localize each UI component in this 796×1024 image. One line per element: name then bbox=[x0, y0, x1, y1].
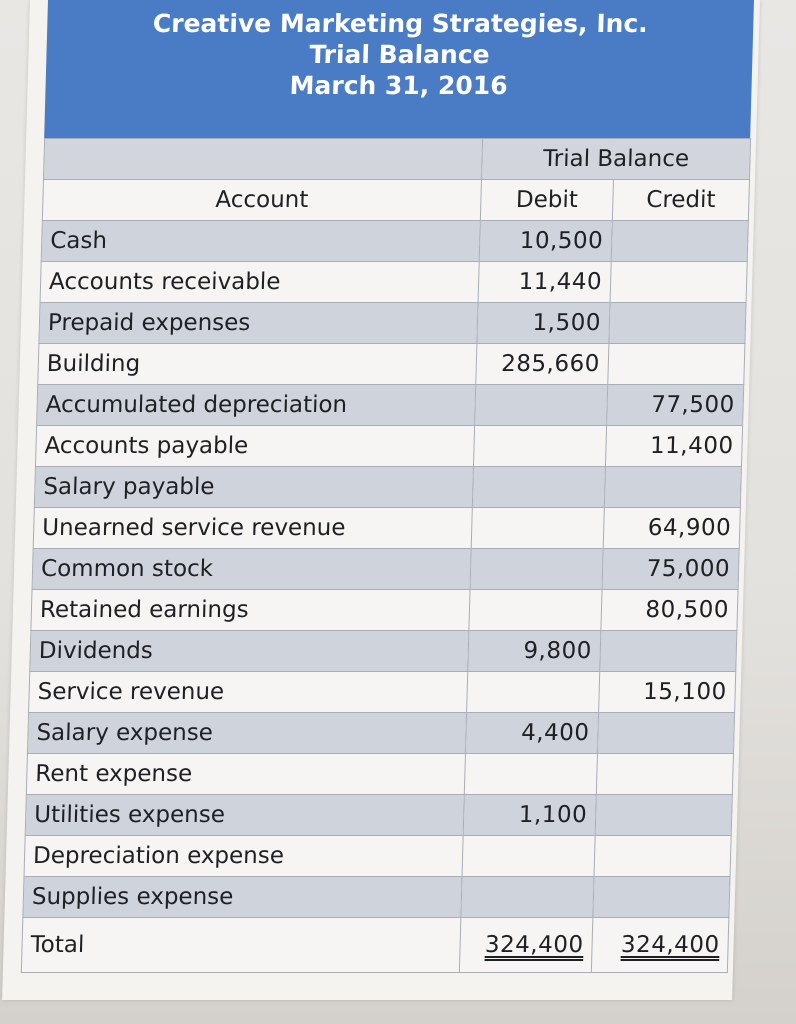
debit-cell: 1,100 bbox=[463, 795, 596, 836]
credit-cell bbox=[609, 303, 746, 344]
table-row bbox=[32, 549, 739, 590]
account-column-header: Account bbox=[42, 180, 481, 221]
table-row bbox=[27, 713, 734, 754]
account-cell: Common stock bbox=[32, 549, 471, 590]
account-cell: Rent expense bbox=[26, 754, 465, 795]
credit-column-header: Credit bbox=[612, 180, 749, 221]
account-cell: Dividends bbox=[30, 631, 469, 672]
credit-cell bbox=[593, 877, 730, 918]
credit-cell: 75,000 bbox=[602, 549, 739, 590]
account-cell: Unearned service revenue bbox=[33, 508, 472, 549]
account-cell: Salary payable bbox=[34, 467, 473, 508]
total-row bbox=[21, 918, 729, 973]
debit-cell bbox=[473, 426, 606, 467]
debit-cell bbox=[464, 754, 597, 795]
total-debit: 324,400 bbox=[484, 932, 584, 958]
credit-cell: 64,900 bbox=[603, 508, 740, 549]
account-cell: Prepaid expenses bbox=[39, 303, 478, 344]
credit-cell bbox=[596, 754, 733, 795]
trial-balance-table bbox=[21, 138, 751, 973]
credit-cell bbox=[597, 713, 734, 754]
table-row bbox=[40, 262, 747, 303]
credit-cell bbox=[610, 262, 747, 303]
credit-cell bbox=[608, 344, 745, 385]
debit-cell bbox=[472, 467, 605, 508]
debit-cell: 9,800 bbox=[468, 631, 601, 672]
debit-cell bbox=[475, 385, 608, 426]
total-label: Total bbox=[21, 918, 461, 973]
group-header-row bbox=[43, 139, 750, 180]
account-cell: Service revenue bbox=[29, 672, 468, 713]
credit-cell bbox=[600, 631, 737, 672]
table-row bbox=[25, 795, 732, 836]
account-cell: Accumulated depreciation bbox=[37, 385, 476, 426]
report-date: March 31, 2016 bbox=[289, 71, 509, 100]
debit-cell bbox=[469, 590, 602, 631]
credit-cell: 77,500 bbox=[607, 385, 744, 426]
table-row bbox=[35, 426, 742, 467]
debit-cell bbox=[471, 508, 604, 549]
debit-cell: 285,660 bbox=[476, 344, 609, 385]
debit-cell bbox=[461, 877, 594, 918]
table-row bbox=[30, 631, 737, 672]
debit-cell bbox=[462, 836, 595, 877]
account-cell: Retained earnings bbox=[31, 590, 470, 631]
debit-cell: 1,500 bbox=[477, 303, 610, 344]
company-name: Creative Marketing Strategies, Inc. bbox=[152, 9, 649, 38]
credit-cell bbox=[611, 221, 748, 262]
debit-column-header: Debit bbox=[480, 180, 613, 221]
credit-cell: 11,400 bbox=[605, 426, 742, 467]
account-cell: Accounts receivable bbox=[40, 262, 479, 303]
debit-cell: 11,440 bbox=[478, 262, 611, 303]
debit-cell: 4,400 bbox=[465, 713, 598, 754]
credit-cell bbox=[604, 467, 741, 508]
report-title: Trial Balance bbox=[308, 40, 491, 69]
account-cell: Utilities expense bbox=[25, 795, 464, 836]
column-header-row bbox=[42, 180, 749, 221]
debit-cell bbox=[467, 672, 600, 713]
debit-cell bbox=[470, 549, 603, 590]
account-cell: Building bbox=[38, 344, 477, 385]
table-row bbox=[34, 467, 741, 508]
credit-cell: 15,100 bbox=[599, 672, 736, 713]
table-row bbox=[23, 877, 730, 918]
account-cell: Depreciation expense bbox=[24, 836, 463, 877]
trial-balance-group-header: Trial Balance bbox=[481, 139, 750, 180]
table-row bbox=[26, 754, 733, 795]
table-row bbox=[38, 344, 745, 385]
blank-header-cell bbox=[43, 139, 482, 180]
total-credit: 324,400 bbox=[620, 932, 720, 958]
account-cell: Supplies expense bbox=[23, 877, 462, 918]
table-row bbox=[41, 221, 748, 262]
debit-cell: 10,500 bbox=[479, 221, 612, 262]
account-cell: Cash bbox=[41, 221, 480, 262]
credit-cell bbox=[595, 795, 732, 836]
trial-balance-sheet bbox=[2, 0, 760, 1000]
credit-cell bbox=[594, 836, 731, 877]
table-row bbox=[37, 385, 744, 426]
account-cell: Accounts payable bbox=[35, 426, 474, 467]
report-header bbox=[44, 0, 754, 138]
table-body bbox=[21, 139, 750, 973]
table-row bbox=[29, 672, 736, 713]
account-cell: Salary expense bbox=[27, 713, 466, 754]
table-row bbox=[33, 508, 740, 549]
credit-cell: 80,500 bbox=[601, 590, 738, 631]
table-row bbox=[31, 590, 738, 631]
table-row bbox=[24, 836, 731, 877]
table-row bbox=[39, 303, 746, 344]
